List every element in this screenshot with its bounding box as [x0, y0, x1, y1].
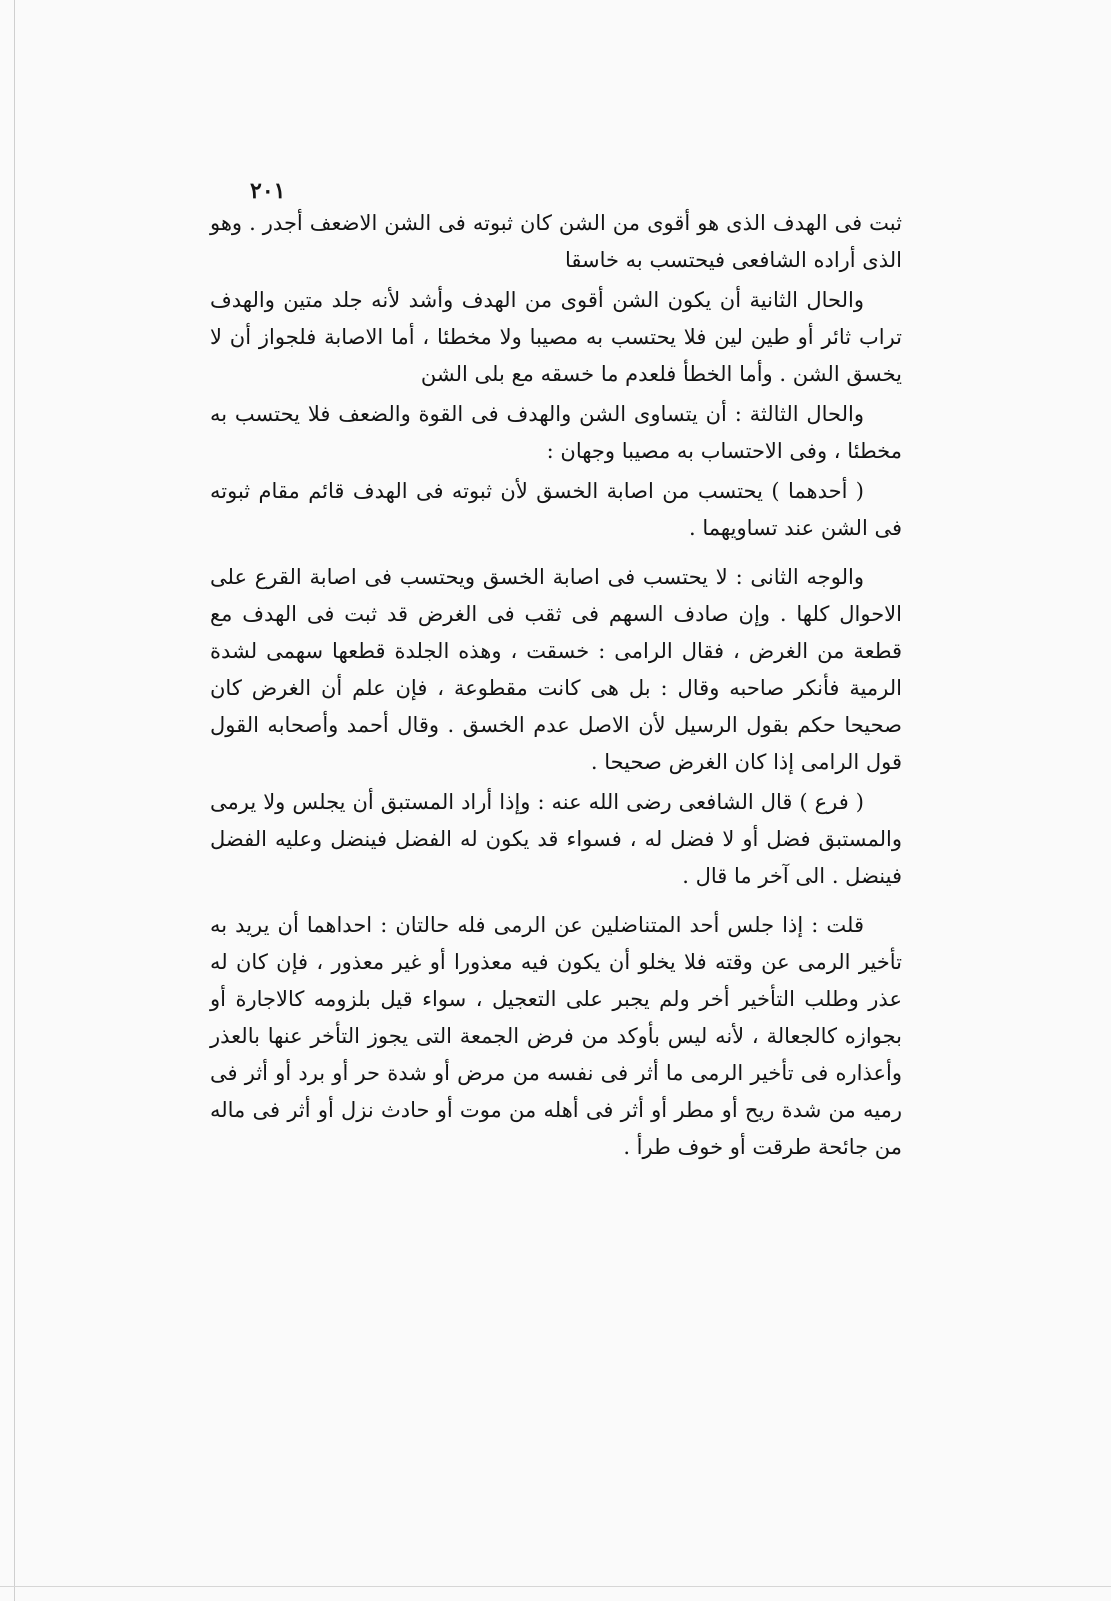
paragraph-third-case: والحال الثالثة : أن يتساوى الشن والهدف فى القوة والضعف فلا يحتسب به مخطئا ، وفى الاحتساب به مصيبا وجهان : [210, 402, 902, 463]
paragraph-first-view: ( أحدهما ) يحتسب من اصابة الخسق لأن ثبوته فى الهدف قائم مقام ثبوته فى الشن عند تساويهما . [210, 479, 902, 540]
paragraph-commentary: قلت : إذا جلس أحد المتناضلين عن الرمى فله حالتان : احداهما أن يريد به تأخير الرمى عن وقته فلا يخلو أن يكون فيه معذورا أو غير معذور ، فإن كان له عذر وطلب التأخير أخر ولم يجبر على التعجيل ، سواء قيل بلزومه كالاجارة أو بجوازه كالجعالة ، لأنه ليس بأوكد من فرض الجمعة التى يجوز التأخر عنها بالعذر وأعذاره فى تأخير الرمى ما أثر فى نفسه من مرض أو شدة حر أو برد أو أثر فى رميه من شدة ريح أو مطر أو أثر فى أهله من موت أو حادث نزل أو أثر فى ماله من جائحة طرقت أو خوف طرأ . [210, 913, 902, 1159]
paragraph-continuation: ثبت فى الهدف الذى هو أقوى من الشن كان ثبوته فى الشن الاضعف أجدر . وهو الذى أراده الشافعى فيحتسب به خاسقا [210, 211, 902, 272]
paragraph-second-view: والوجه الثانى : لا يحتسب فى اصابة الخسق ويحتسب فى اصابة القرع على الاحوال كلها . وإن صادف السهم فى ثقب فى الغرض قد ثبت فى الهدف مع قطعة من الغرض ، فقال الرامى : خسقت ، وهذه الجلدة قطعها سهمى لشدة الرمية فأنكر صاحبه وقال : بل هى كانت مقطوعة ، فإن علم أن الغرض كان صحيحا حكم بقول الرسيل لأن الاصل عدم الخسق . وقال أحمد وأصحابه القول قول الرامى إذا كان الغرض صحيحا . [210, 565, 902, 774]
page-text [210, 205, 902, 1169]
scan-edge-bottom [0, 1586, 1111, 1587]
paragraph-branch: ( فرع ) قال الشافعى رضى الله عنه : وإذا أراد المستبق أن يجلس ولا يرمى والمستبق فضل أو لا فضل له ، فسواء قد يكون له الفضل فينضل وعليه الفضل فينضل . الى آخر ما قال . [210, 790, 902, 888]
scan-edge-left [14, 0, 15, 1601]
page-number: ٢٠١ [250, 178, 286, 204]
paragraph-second-case: والحال الثانية أن يكون الشن أقوى من الهدف وأشد لأنه جلد متين والهدف تراب ثائر أو طين لين فلا يحتسب به مصيبا ولا مخطئا ، أما الاصابة فلجواز أن لا يخسق الشن . وأما الخطأ فلعدم ما خسقه مع بلى الشن [210, 288, 902, 386]
